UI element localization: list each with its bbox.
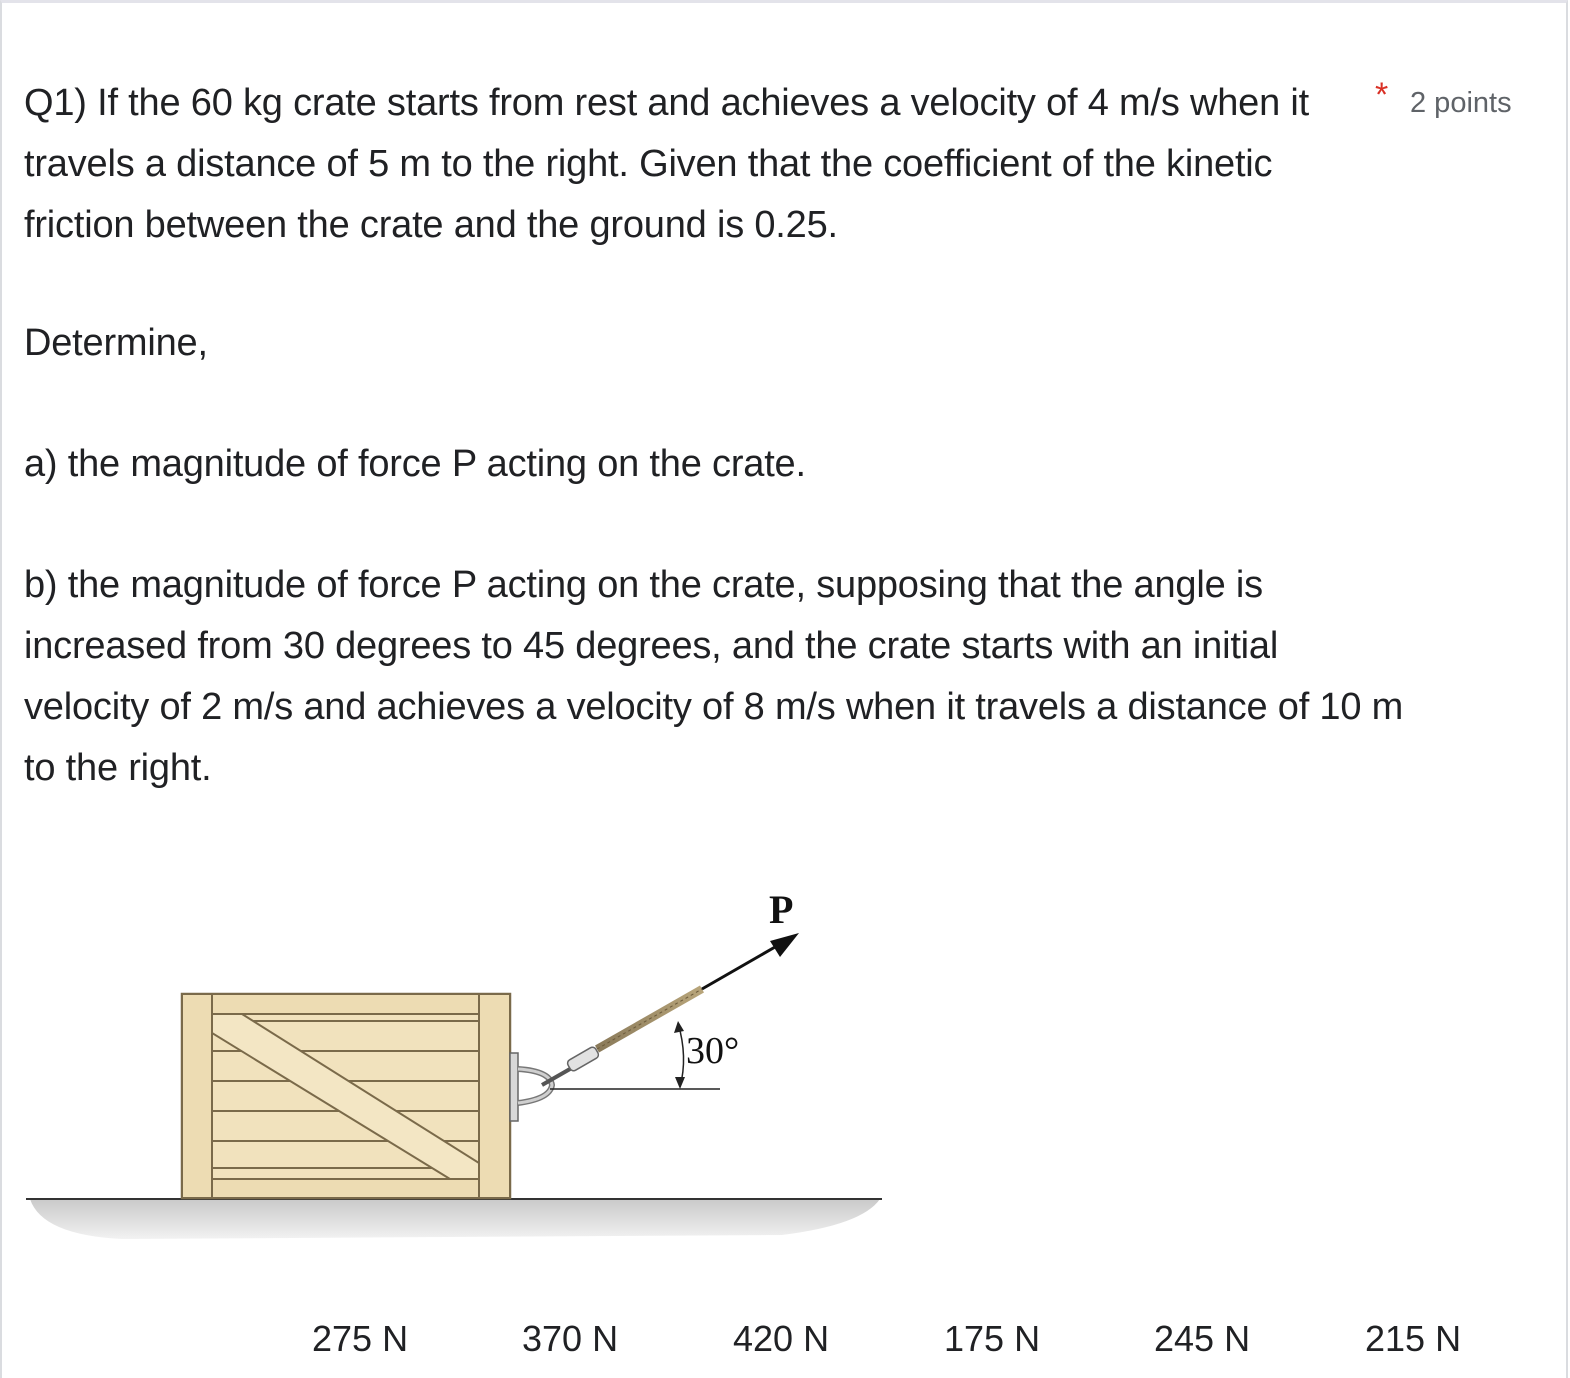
crate bbox=[182, 994, 510, 1198]
points-label: 2 points bbox=[1410, 87, 1512, 119]
question-title: Q1) If the 60 kg crate starts from rest and achieves a velocity of 4 m/s when it travels a distance of 5 m to the right. Given that the coefficient of the kinetic friction between the crate and the ground is 0.25. bbox=[24, 82, 1309, 246]
answer-options bbox=[2, 1315, 1570, 1365]
crate-diagram bbox=[2, 863, 902, 1263]
force-label: P bbox=[769, 887, 794, 932]
option-4[interactable]: 175 N bbox=[944, 1318, 1041, 1359]
option-3[interactable]: 420 N bbox=[733, 1318, 830, 1359]
crate-figure bbox=[2, 863, 902, 1263]
angle-label: 30° bbox=[686, 1030, 740, 1072]
option-2[interactable]: 370 N bbox=[522, 1318, 619, 1359]
cable bbox=[542, 933, 799, 1085]
hook bbox=[510, 1053, 552, 1121]
determine-text: Determine, bbox=[24, 322, 208, 364]
part-b-text: b) the magnitude of force P acting on the crate, supposing that the angle is increased from 30 degrees to 45 degrees, and the crate starts with an initial velocity of 2 m/s and achieves a velocity of 8 m/s when it travels a distance of 10 m to the right. bbox=[24, 564, 1404, 789]
ground bbox=[26, 1199, 882, 1239]
option-6[interactable]: 215 N bbox=[1365, 1318, 1462, 1359]
part-a-text: a) the magnitude of force P acting on the crate. bbox=[24, 443, 806, 485]
option-5[interactable]: 245 N bbox=[1154, 1318, 1251, 1359]
required-asterisk: * bbox=[1375, 76, 1389, 114]
option-1[interactable]: 275 N bbox=[312, 1318, 409, 1359]
